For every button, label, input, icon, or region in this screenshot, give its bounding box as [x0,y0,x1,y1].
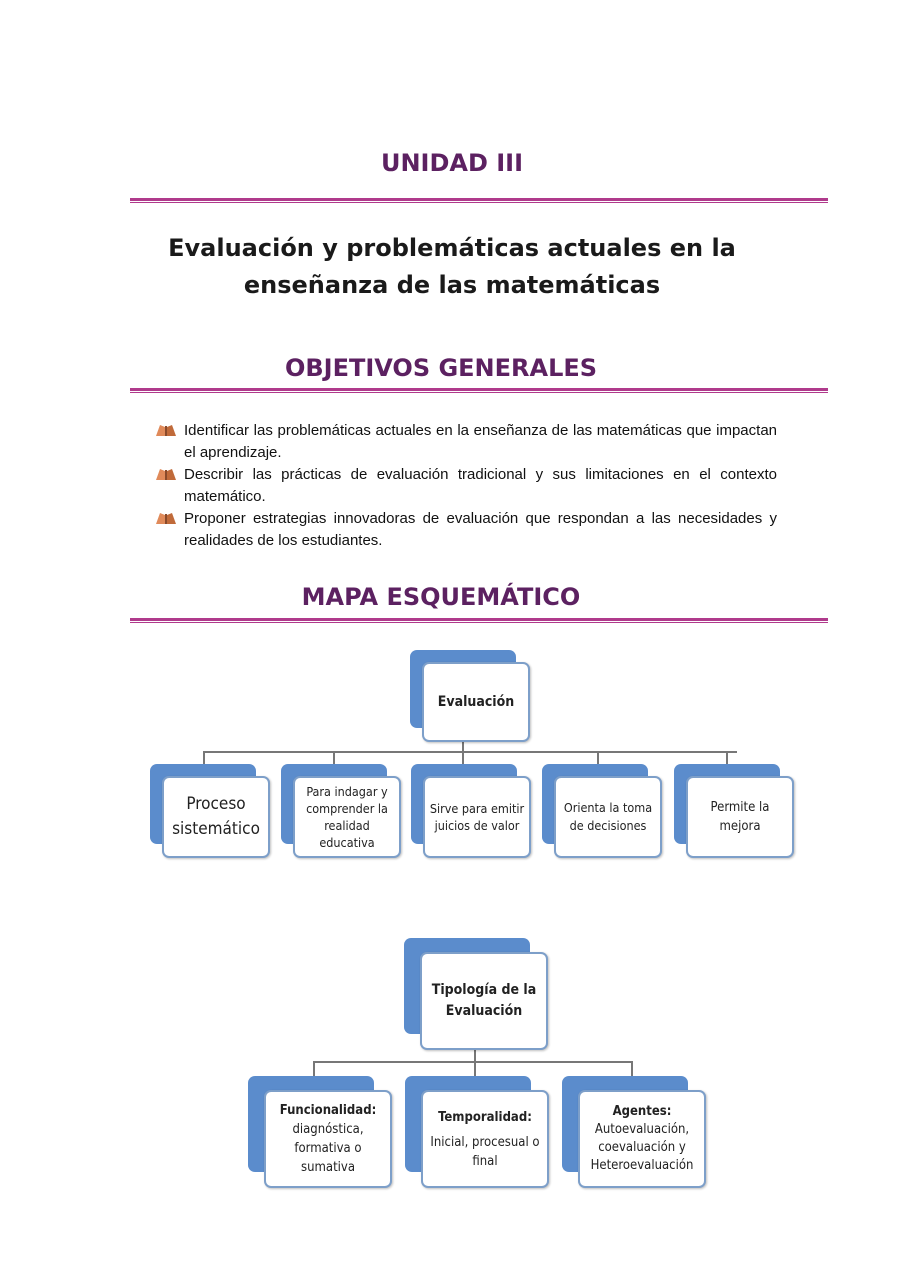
node-box: Evaluación [422,662,530,742]
node-box: Proceso sistemático [162,776,270,858]
connector-line [474,1061,476,1077]
map-heading: MAPA ESQUEMÁTICO [301,583,581,611]
title-line-2: enseñanza de las matemáticas [243,271,661,299]
node-text: Inicial, procesual o final [430,1134,540,1169]
connector-line [203,751,737,753]
map1-child-node [150,764,270,858]
node-label: Temporalidad: [438,1109,532,1125]
node-box: Permite la mejora [686,776,794,858]
map2-child-node [405,1076,549,1188]
connector-line [474,1048,476,1062]
connector-line [462,751,464,765]
node-box: Tipología de la Evaluación [420,952,548,1050]
node-label: Funcionalidad: [279,1103,377,1118]
connector-line [726,751,728,765]
node-box [421,1090,549,1188]
unit-heading: UNIDAD III [380,149,524,177]
node-box: Sirve para emitir juicios de valor [423,776,531,858]
node-box [264,1090,392,1188]
map1-child-node [542,764,662,858]
map1-child-node [281,764,401,858]
list-item: Proponer estrategias innovadoras de evaluación que respondan a las necesidades y realidades de los estudiantes. [155,508,777,552]
connector-line [597,751,599,765]
list-item: Identificar las problemáticas actuales en la enseñanza de las matemáticas que impactan el aprendizaje. [155,420,777,464]
map1-root-node [410,650,530,742]
map1-child-node [411,764,531,858]
connector-line [313,1061,315,1077]
node-box: Orienta la toma de decisiones [554,776,662,858]
list-item: Describir las prácticas de evaluación tradicional y sus limitaciones en el contexto matemático. [155,464,777,508]
node-box [578,1090,706,1188]
connector-line [313,1061,633,1063]
title-line-1: Evaluación y problemáticas actuales en la [168,234,736,262]
connector-line [333,751,335,765]
connector-line [631,1061,633,1077]
node-box: Para indagar y comprender la realidad educativa [293,776,401,858]
connector-line [203,751,205,765]
map2-root-node [404,938,548,1050]
map1-child-node [674,764,794,858]
node-label: Agentes: [612,1104,672,1119]
node-text: diagnóstica, formativa o sumativa [292,1122,364,1175]
map2-child-node [562,1076,706,1188]
map2-child-node [248,1076,392,1188]
node-text: Autoevaluación, coevaluación y Heteroevaluación [590,1122,694,1173]
objectives-heading: OBJETIVOS GENERALES [284,354,598,382]
